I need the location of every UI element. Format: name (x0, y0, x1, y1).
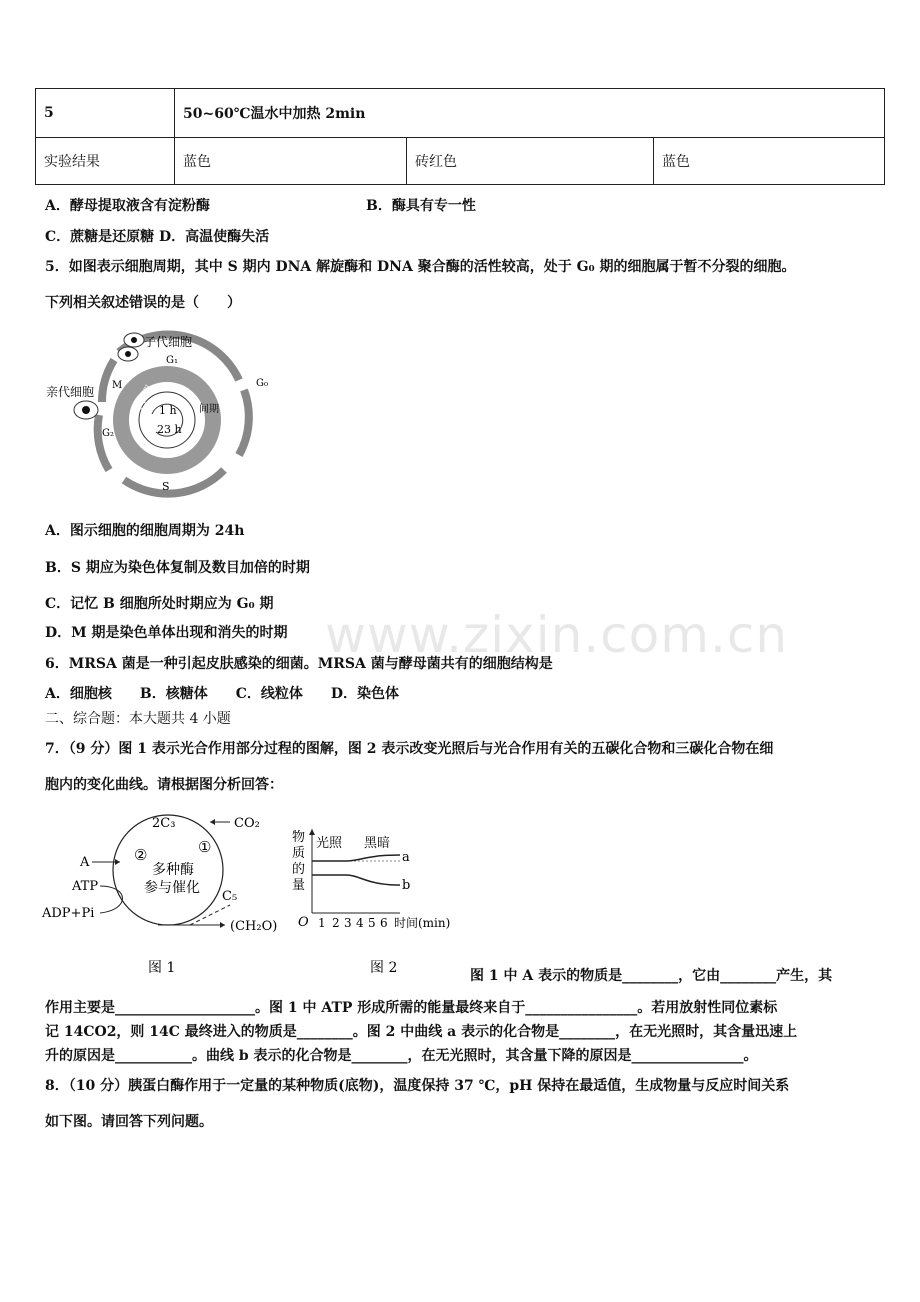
label-interphase: 间期 (199, 404, 219, 415)
q7-text-line1: 图 1 中 A 表示的物质是________，它由________产生，其 (470, 968, 833, 984)
q4-option-cd: C．蔗糖是还原糖 D．高温使酶失活 (45, 229, 270, 245)
label-time-1h: 1 h (159, 404, 177, 417)
q5-stem-line1: 5．如图表示细胞周期，其中 S 期内 DNA 解旋酶和 DNA 聚合酶的活性较高，处于 G₀ 期的细胞属于暂不分裂的细胞。 (45, 259, 796, 275)
fig2-origin: O (298, 915, 309, 930)
fig2-ylabel-4: 量 (292, 878, 306, 893)
q4-option-a: A．酵母提取液含有淀粉酶 (45, 198, 210, 214)
parent-cell-nucleus-icon (82, 406, 90, 414)
fig2-tick: 2 (332, 916, 340, 930)
label-g2: G₂ (102, 428, 114, 439)
table-cell-result-3: 蓝色 (654, 138, 885, 185)
q5-option-c: C．记忆 B 细胞所处时期应为 G₀ 期 (45, 596, 274, 612)
table-cell-result-label: 实验结果 (36, 138, 175, 185)
fig1-marker-2: ② (134, 846, 148, 864)
label-g1: G₁ (166, 355, 178, 366)
fig2-label-light: 光照 (316, 836, 343, 851)
g0-arc (239, 390, 249, 455)
fig1-label-a: A (80, 855, 90, 870)
table-cell-result-2: 砖红色 (407, 138, 654, 185)
fig1-label-ch2o: (CH₂O) (230, 919, 278, 934)
g2-arc (98, 415, 109, 470)
q8-stem-line1: 8．（10 分）胰蛋白酶作用于一定量的某种物质(底物)，温度保持 37 ℃，pH 保持在最适值，生成物量与反应时间关系 (45, 1078, 790, 1094)
q6-stem: 6．MRSA 菌是一种引起皮肤感染的细菌。MRSA 菌与酵母菌共有的细胞结构是 (45, 656, 553, 672)
fig2-tick: 5 (368, 916, 376, 930)
figure-2-curve (288, 825, 468, 975)
label-s: S (162, 480, 170, 493)
daughter-cell-nucleus-icon (125, 351, 131, 357)
fig1-enzyme-line2: 参与催化 (144, 880, 200, 896)
label-m: M (112, 380, 123, 391)
fig2-curve-a (312, 855, 400, 861)
arrowhead-icon (309, 829, 315, 835)
ch2o-dashed-arrow-icon (190, 905, 230, 925)
q7-text-line4: 升的原因是___________。曲线 b 表示的化合物是________，在无光照时，其含量下降的原因是________________。 (45, 1048, 758, 1064)
fig1-caption: 图 1 (148, 960, 176, 976)
fig2-tick: 3 (344, 916, 352, 930)
atp-adp-arrow-icon (100, 886, 123, 913)
arrowhead-icon (220, 922, 225, 928)
q5-option-a: A．图示细胞的细胞周期为 24h (45, 523, 245, 539)
fig2-caption: 图 2 (370, 960, 398, 975)
fig1-enzyme-line1: 多种酶 (152, 862, 194, 878)
fig1-label-c5: C₅ (222, 889, 238, 904)
watermark: www.zixin.com.cn (325, 606, 789, 664)
fig1-label-2c3: 2C₃ (152, 816, 176, 831)
table-cell-step-number: 5 (36, 89, 175, 138)
arrowhead-icon (210, 819, 215, 825)
fig2-label-dark: 黑暗 (364, 836, 391, 851)
q7-stem-line1: 7．（9 分）图 1 表示光合作用部分过程的图解，图 2 表示改变光照后与光合作用有关的五碳化合物和三碳化合物在细 (45, 741, 774, 757)
fig2-tick: 6 (380, 916, 388, 930)
label-time-23h: 23 h (157, 423, 182, 436)
s-arc (124, 470, 224, 494)
q8-stem-line2: 如下图。请回答下列问题。 (45, 1114, 213, 1130)
q7-text-line3: 记 14CO2，则 14C 最终进入的物质是________。图 2 中曲线 a 表示的化合物是________，在无光照时，其含量迅速上 (45, 1024, 798, 1040)
table-row (36, 138, 885, 185)
label-daughter-cell: 子代细胞 (144, 335, 193, 349)
experiment-table (35, 88, 885, 185)
fig2-ylabel-2: 质 (292, 846, 306, 861)
q5-option-b: B．S 期应为染色体复制及数目加倍的时期 (45, 560, 310, 576)
fig2-curve-b (312, 875, 400, 885)
table-row (36, 89, 885, 138)
fig2-label-a: a (402, 850, 410, 865)
fig2-tick: 1 (318, 916, 326, 930)
fig1-label-adp: ADP+Pi (42, 906, 95, 921)
figure-1-photosynthesis (40, 810, 300, 980)
daughter-cell-nucleus-icon (131, 337, 137, 343)
fig2-tick: 4 (356, 916, 364, 930)
arrowhead-icon (115, 859, 120, 865)
fig2-xlabel: 时间(min) (394, 916, 451, 930)
q7-text-line2: 作用主要是____________________。图 1 中 ATP 形成所需的能量最终来自于________________。若用放射性同位素标 (45, 1000, 778, 1016)
q5-option-d: D．M 期是染色单体出现和消失的时期 (45, 625, 288, 641)
q4-option-b: B．酶具有专一性 (366, 198, 476, 214)
fig2-ylabel-3: 的 (292, 862, 306, 877)
fig2-ylabel-1: 物 (292, 830, 306, 845)
table-cell-step-description: 50~60℃温水中加热 2min (175, 89, 885, 138)
fig1-label-atp: ATP (72, 879, 99, 894)
q5-stem-line2: 下列相关叙述错误的是（ ） (45, 295, 241, 311)
label-g0: G₀ (256, 378, 268, 389)
fig2-label-b: b (402, 878, 411, 893)
label-division-phase: 分裂期 (131, 384, 156, 416)
cell-cycle-figure (44, 330, 280, 500)
fig1-label-co2: CO₂ (234, 816, 260, 831)
q7-stem-line2: 胞内的变化曲线。请根据图分析回答： (45, 777, 283, 793)
fig1-marker-1: ① (198, 838, 212, 856)
q6-options: A．细胞核 B．核糖体 C．线粒体 D．染色体 (45, 686, 399, 702)
section-heading: 二、综合题：本大题共 4 小题 (45, 711, 231, 727)
label-parent-cell: 亲代细胞 (46, 385, 95, 399)
table-cell-result-1: 蓝色 (175, 138, 407, 185)
